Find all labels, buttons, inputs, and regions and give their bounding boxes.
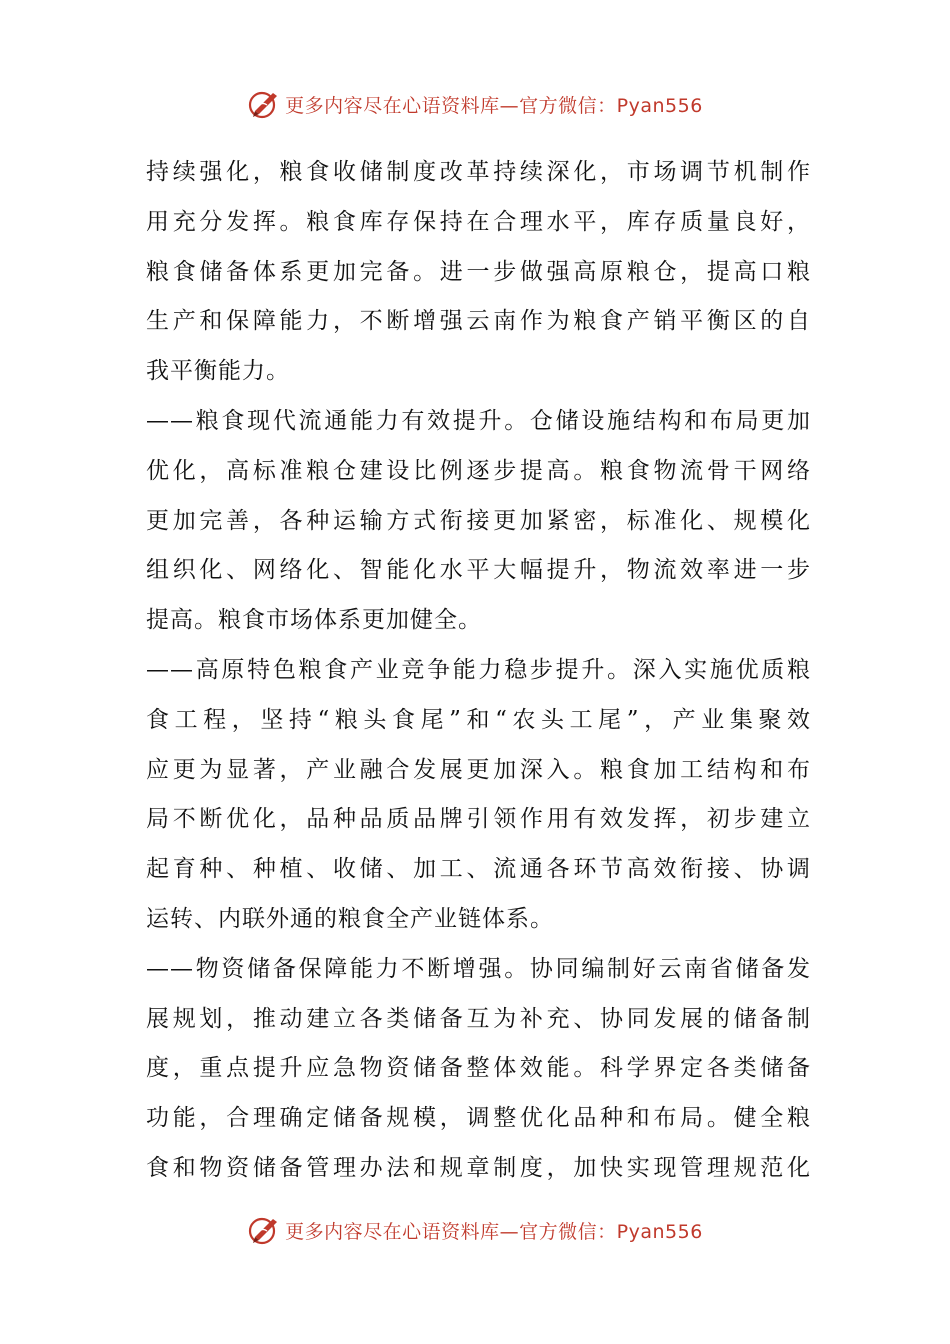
text-line: 生产和保障能力，不断增强云南作为粮食产销平衡区的自: [146, 308, 811, 335]
text-line: 功能，合理确定储备规模，调整优化品种和布局。健全粮: [146, 1105, 811, 1132]
text-line: 食工程，坚持“粮头食尾”和“农头工尾”，产业集聚效: [146, 706, 811, 733]
text-line: 局不断优化，品种品质品牌引领作用有效发挥，初步建立: [146, 806, 811, 833]
watermark-text-top: 更多内容尽在心语资料库—官方微信：Pyan556: [285, 94, 703, 117]
text-line: 运转、内联外通的粮食全产业链体系。: [146, 905, 554, 932]
text-line: 度，重点提升应急物资储备整体效能。科学界定各类储备: [146, 1055, 811, 1082]
text-line: 组织化、网络化、智能化水平大幅提升，物流效率进一步: [146, 557, 811, 584]
text-line: ——物资储备保障能力不断增强。协同编制好云南省储备发: [146, 955, 811, 982]
text-line: 持续强化，粮食收储制度改革持续深化，市场调节机制作: [146, 159, 811, 185]
text-line: 应更为显著，产业融合发展更加深入。粮食加工结构和布: [146, 756, 811, 783]
text-line: 更加完善，各种运输方式衔接更加紧密，标准化、规模化: [146, 507, 811, 534]
pen-logo-icon: [247, 1213, 281, 1247]
text-line: 我平衡能力。: [146, 358, 290, 385]
text-line: 提高。粮食市场体系更加健全。: [146, 607, 482, 634]
document-body: [146, 148, 811, 1194]
watermark-text-bottom: 更多内容尽在心语资料库—官方微信：Pyan556: [285, 1220, 703, 1243]
text-line: 粮食储备体系更加完备。进一步做强高原粮仓，提高口粮: [146, 258, 811, 285]
pen-logo-icon: [247, 87, 281, 121]
footer-watermark: [0, 1210, 950, 1250]
text-line: ——高原特色粮食产业竞争能力稳步提升。深入实施优质粮: [146, 656, 811, 683]
text-line: ——粮食现代流通能力有效提升。仓储设施结构和布局更加: [146, 407, 811, 434]
text-line: 展规划，推动建立各类储备互为补充、协同发展的储备制: [146, 1005, 811, 1032]
text-line: 起育种、种植、收储、加工、流通各环节高效衔接、协调: [146, 856, 811, 883]
header-watermark: [0, 84, 950, 124]
text-line: 食和物资储备管理办法和规章制度，加快实现管理规范化: [146, 1154, 811, 1181]
text-line: 优化，高标准粮仓建设比例逐步提高。粮食物流骨干网络: [146, 457, 811, 484]
text-line: 用充分发挥。粮食库存保持在合理水平，库存质量良好，: [146, 208, 811, 235]
